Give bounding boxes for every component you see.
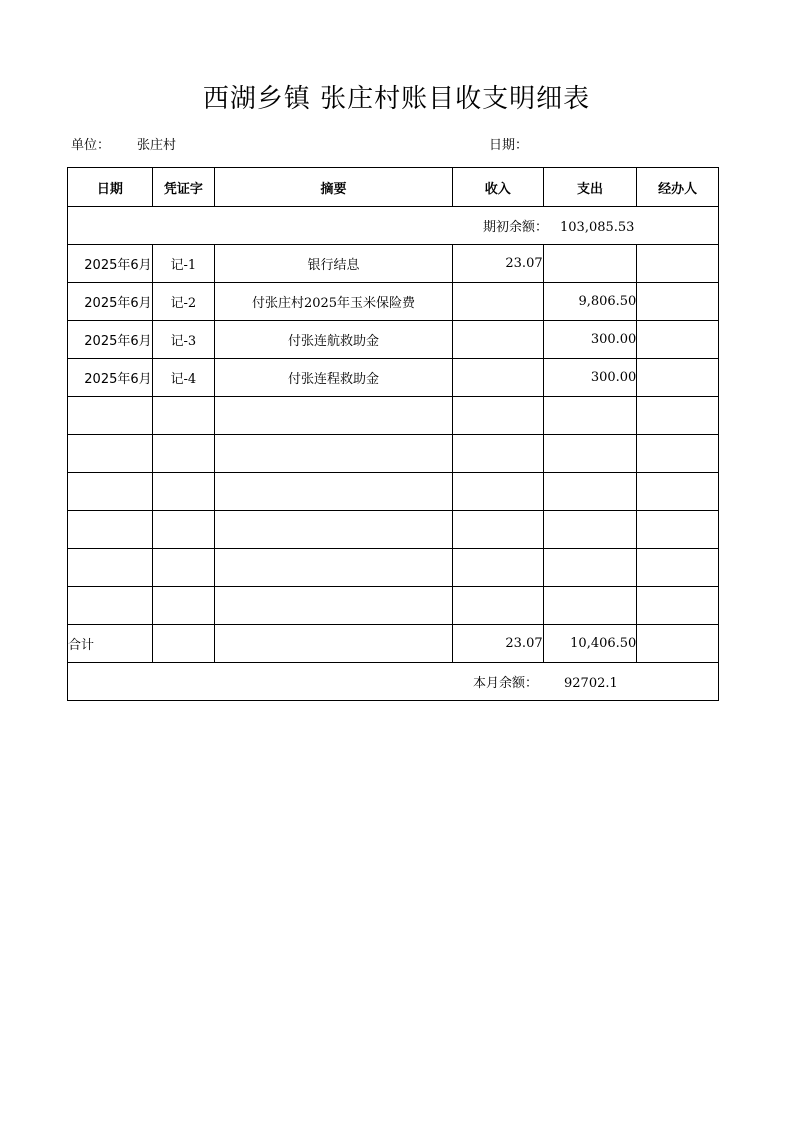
empty-cell [68, 435, 153, 473]
cell-date: 2025年6月 [68, 359, 153, 397]
cell-summary: 付张连航救助金 [215, 321, 453, 359]
empty-row [68, 549, 719, 587]
empty-cell [543, 473, 637, 511]
empty-cell [68, 397, 153, 435]
cell-date: 2025年6月 [68, 321, 153, 359]
cell-voucher: 记-3 [152, 321, 214, 359]
cell-handler [637, 359, 719, 397]
empty-cell [637, 511, 719, 549]
cell-expense: 9,806.50 [543, 283, 637, 321]
header-date: 日期 [68, 168, 153, 207]
empty-cell [452, 435, 543, 473]
totals-row [68, 625, 719, 663]
empty-cell [215, 549, 453, 587]
cell-expense: 300.00 [543, 321, 637, 359]
cell-handler [637, 283, 719, 321]
totals-income: 23.07 [452, 625, 543, 663]
empty-row [68, 473, 719, 511]
empty-cell [543, 587, 637, 625]
ledger-table [67, 167, 719, 701]
cell-expense: 300.00 [543, 359, 637, 397]
empty-cell [215, 511, 453, 549]
date-label: 日期： [489, 138, 529, 153]
empty-cell [68, 549, 153, 587]
table-row [68, 245, 719, 283]
empty-cell [152, 549, 214, 587]
empty-cell [543, 549, 637, 587]
empty-cell [637, 549, 719, 587]
cell-date: 2025年6月 [68, 283, 153, 321]
empty-cell [152, 435, 214, 473]
empty-cell [215, 473, 453, 511]
cell-summary: 付张庄村2025年玉米保险费 [215, 283, 453, 321]
opening-balance-label: 期初余额： [482, 220, 548, 235]
empty-cell [637, 397, 719, 435]
empty-cell [637, 435, 719, 473]
closing-balance-cell [68, 663, 719, 701]
empty-row [68, 435, 719, 473]
empty-cell [215, 435, 453, 473]
header-row [68, 168, 719, 207]
empty-cell [152, 511, 214, 549]
empty-cell [215, 587, 453, 625]
empty-cell [452, 473, 543, 511]
header-expense: 支出 [543, 168, 637, 207]
empty-cell [543, 511, 637, 549]
empty-cell [543, 397, 637, 435]
unit-value: 张庄村 [137, 138, 177, 153]
cell-summary: 银行结息 [215, 245, 453, 283]
closing-balance-value: 92702.1 [564, 676, 618, 691]
empty-cell [152, 397, 214, 435]
empty-cell [452, 549, 543, 587]
opening-balance-cell [68, 207, 719, 245]
empty-cell [152, 473, 214, 511]
cell-income: 23.07 [452, 245, 543, 283]
closing-balance-label: 本月余额： [472, 676, 538, 691]
empty-cell [452, 511, 543, 549]
closing-balance-row [68, 663, 719, 701]
table-row [68, 321, 719, 359]
empty-row [68, 587, 719, 625]
empty-cell [637, 587, 719, 625]
header-voucher: 凭证字 [152, 168, 214, 207]
empty-cell [452, 587, 543, 625]
empty-cell [152, 587, 214, 625]
header-handler: 经办人 [637, 168, 719, 207]
cell-income [452, 359, 543, 397]
totals-expense: 10,406.50 [543, 625, 637, 663]
totals-label: 合计 [68, 625, 153, 663]
cell-handler [637, 245, 719, 283]
empty-cell [68, 473, 153, 511]
page-title: 西湖乡镇 张庄村账目收支明细表 [202, 84, 591, 114]
cell-voucher: 记-1 [152, 245, 214, 283]
table-row [68, 359, 719, 397]
cell-expense [543, 245, 637, 283]
empty-row [68, 397, 719, 435]
unit-label: 单位： [71, 138, 111, 153]
empty-cell [543, 435, 637, 473]
opening-balance-row [68, 207, 719, 245]
cell-voucher: 记-4 [152, 359, 214, 397]
empty-cell [68, 587, 153, 625]
empty-row [68, 511, 719, 549]
cell-summary: 付张连程救助金 [215, 359, 453, 397]
header-income: 收入 [452, 168, 543, 207]
cell-date: 2025年6月 [68, 245, 153, 283]
empty-cell [215, 397, 453, 435]
empty-cell [215, 625, 453, 663]
table-row [68, 283, 719, 321]
empty-cell [152, 625, 214, 663]
cell-voucher: 记-2 [152, 283, 214, 321]
empty-cell [452, 397, 543, 435]
header-summary: 摘要 [215, 168, 453, 207]
empty-cell [637, 473, 719, 511]
empty-cell [637, 625, 719, 663]
opening-balance-value: 103,085.53 [560, 220, 635, 235]
cell-handler [637, 321, 719, 359]
cell-income [452, 321, 543, 359]
empty-cell [68, 511, 153, 549]
cell-income [452, 283, 543, 321]
